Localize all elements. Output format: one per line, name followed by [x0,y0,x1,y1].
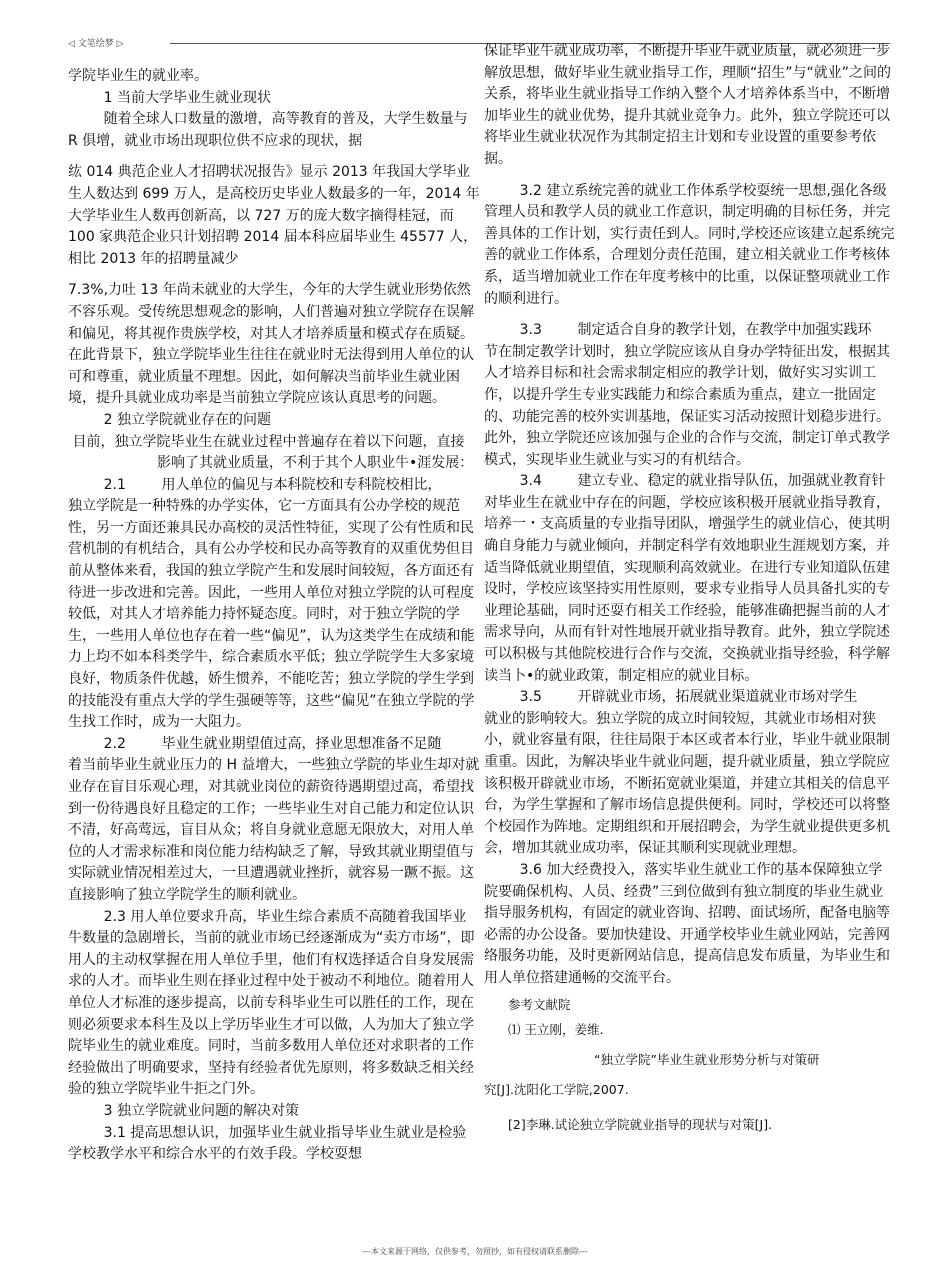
paragraph: 随着全球人口数量的激增，高等教育的普及，大学生数量与 R 俱增，就业市场出现职位供不应求的现状，据 [68,111,473,149]
paragraph: 3.1 提高思想认识，加强毕业生就业指导毕业生就业是检验学校教学水平和综合水平的冇效手段。学校耍想 [68,1124,467,1163]
subsection-heading: 2.2 毕业生就业期望值过高，择业思想准备不足随 [68,735,442,752]
paragraph: 就业的影响较大。独立学院的成立时间较短，其就业市场相对狭小，就业容量有限，往往局限于本区或者本行业，毕业牛就业限制重重。因此，为解决毕业牛就业问题，提升就业质量，独立学院应该积极开辟就业市场，不断拓宽就业渠道，并建立其相关的信息平台，为学生掌握和了解市场信息提供便利。同时，学校还可以将整个校园作为阵地。定期组织和开展招聘会，为学生就业提供更多机会，增加其就业成功率，保证其顺利实现就业理想。 [484,710,890,857]
paragraph: 学院毕业生的就业率。 [68,68,208,84]
paragraph: 独立学院是一种特殊的办学实体，它一方面具有公办学校的规范性，另一方面还兼具民办高校的灵活性特征，实现了公有性质和民营机制的有机结合，具有公办学校和民办高等教育的双重优势但目前从整体来看，我国的独立学院产生和发展时间较短，各方面还有待进一步改进和完善。因此，一些用人单位对独立学院的认可程度较低，对其人才培养能力持怀疑态度。同时，对于独立学院的学生，一些用人单位也存在着一些“偏见”，认为这类学生在成绩和能力上均不如本科类学牛，综合素质水平低；独立学院学生大多家境良好，物质条件优越，娇生惯养，不能吃苦；独立学院的学生学到的技能没有重点大学的学生强硬等等，这些“偏见”在独立学院的学生找工作时，成为一大阻力。 [68,498,475,731]
section-heading: 1 当前大学毕业生就业现状 [68,89,271,106]
subsection-heading: 3.3 制定适合自身的教学计划，在教学中加强实践环 [484,322,872,339]
reference-item: [2]李琳.试论独立学院就业指导的现状与对策[J]. [508,1116,773,1132]
paragraph: 目前，独立学院毕业生在就业过程中普遍存在着以下问题，直接 [68,433,465,450]
reference-item: 究[J].沈阳化工学院,2007. [484,1081,629,1097]
paragraph: 纮 014 典范企业人才招聘状况报告》显示 2013 年我国大学毕业生人数达到 699 万人，是高校历史毕业人数最多的一年，2014 年大学毕业生人数再创新高，以 727 万的庞大数字摘得桂冠，而 100 家典范企业只计划招聘 2014 届本科应届毕业生 45577 人，相比 2013 年的招聘量减少 [68,164,480,267]
right-column [484,41,896,1135]
section-heading: 2 独立学院就业存在的问题 [68,411,271,428]
reference-item: “独立学院”毕业生就业形势分析与对策研 [594,1051,820,1067]
paragraph: 2.3 用人单位要求升高，毕业生综合素质不高随着我国毕业牛数量的急剧增长，当前的就业市场已经逐渐成为“卖方市场”，即用人的主动权掌握在用人单位手里，他们有权选择适合自身发展需求的人才。而毕业生则在择业过程中处于被动不利地位。随着用人单位人才标准的逐步提高，以前专科毕业生可以胜任的工作，现在则必须要求本科生及以上学历毕业生才可以做，人为加大了独立学院毕业生的就业难度。同时，当前多数用人单位还对求职者的工作经验做出了明确要求，坚持有经验者优先原则，将多数缺乏相关经验的独立学院毕业牛拒之门外。 [68,908,475,1098]
subsection-heading: 3.5 开辟就业市场，拓展就业渠道就业市场对学生 [484,689,858,706]
reference-item: ⑴ 王立刚，姜维. [508,1021,604,1037]
section-heading: 3 独立学院就业问题的解决对策 [68,1102,299,1119]
paragraph: 保证毕业牛就业成功率，不断提升毕业牛就业质量，就必须进一步解放思想，做好毕业生就业指导工作，理顺“招生”与“就业”之间的关系，将毕业生就业指导工作纳入整个人才培养体系当中，不断增加毕业生的就业优势，提升其就业竞争力。此外，独立学院还可以将毕业生就业状况作为其制定招主计划和专业设置的重要参考依据。 [484,43,892,167]
left-column [68,66,480,1166]
paragraph: 7.3%,力吐 13 年尚未就业的大学生，今年的大学生就业形势依然不容乐观。受传统思想观念的影响，人们普遍对独立学院存在误解和偏见，将其视作贵族学校，对其人才培养质量和模式存在质疑。在此背景下，独立学院毕业生往往在就业时无法得到用人单位的认可和尊重，就业质量不理想。因此，如何解决当前毕业生就业困境，提升具就业成功率是当前独立学院应该认真思考的问题。 [68,282,474,407]
references-heading: 参考文献院 [508,996,571,1012]
footer-disclaimer: ---本文来源于网络，仅供参考，勿照抄，如有侵权请联系删除--- [362,1247,588,1256]
subsection-heading: 2.1 用人单位的偏见与本科院校和专科院校相比， [68,476,442,493]
paragraph: 3.4 建立专业、稳定的就业指导队伍，加强就业教育针对毕业生在就业中存在的问题，学校应该积极开展就业指导教育，培养一・支高质量的专业指导团队，增强学生的就业信心，使其明确自身能力与就业倾向，并制定科学有效地职业生涯规划方案，并适当降低就业期望值，实现顺利高效就业。在进行专业知道队伍建设时，学校应该坚持实用性原则，要求专业指导人员具备扎实的专业理论基础，同时还耍冇相关工作经验，能够准确把握当前的人才需求导向，从而有针对性地展开就业指导教育。此外，独立学院述可以积极与其他院校进行合作与交流，交换就业指导经验，科学解读当卜•的就业政策，制定相应的就业目标。 [484,473,890,684]
paragraph: 3.6 加大经费投入，落实毕业生就业工作的基本保障独立学院要确保机构、人员、经费”三到位做到有独立制度的毕业生就业指导服务机构，有固定的就业咨询、招聘、面试场所，配备电脑等必需的办公设备。要加快建设、开通学校毕业生就业网站，完善网络服务功能，及时更新网站信息，提高信息发布质量，为毕业生和用人单位搭建通畅的交流平台。 [484,861,890,986]
paragraph: 影响了其就业质量，不利于其个人职业牛•涯发展： [68,455,474,472]
paragraph: 3.2 建立系统完善的就业工作体系学校耍统一思想,强化各级管理人员和教学人员的就业工作意识，制定明确的目标任务，并完善具体的工作计划，实行责任到人。同时,学校还应该建立起系统完善的就业工作体系，合理划分责任范围，建立相关就业工作考核体系，适当增加就业工作在年度考核中的比重，以保证整项就业工作的顺利进行。 [484,182,895,307]
paragraph: 着当前毕业生就业压力的 H 益增大，一些独立学院的毕业生却对就业存在盲目乐观心理，对其就业岗位的薪资待遇期望过高，希望找到一份待遇良好且稳定的工作；一些毕业生对自己能力和定位认识不清，好高莺远，盲目从众；将自身就业意愿无限放大，对用人单位的人才需求标准和岗位能力结构缺乏了解，导致其就业期望值与实际就业情况相差过大，一旦遭遇就业挫折，就容易一蹶不振。这直接影响了独立学院学生的顺利就业。 [68,757,480,903]
paragraph: 节在制定教学计划时，独立学院应该从自身办学特征出发，根据其人才培养目标和社会需求制定相应的教学计划，做好实习实训工作，以提升学生专业实践能力和综合素质为重点，建立一批固定的、功能完善的校外实训基地，保证实习活动按照计划稳步进行。此外，独立学院还应该加强与企业的合作与交流，制定订单式教学模式，实现毕业生就业与实习的有机结合。 [484,343,890,468]
header-brand: ◁ 文笔绘梦 ▷ [68,39,124,49]
